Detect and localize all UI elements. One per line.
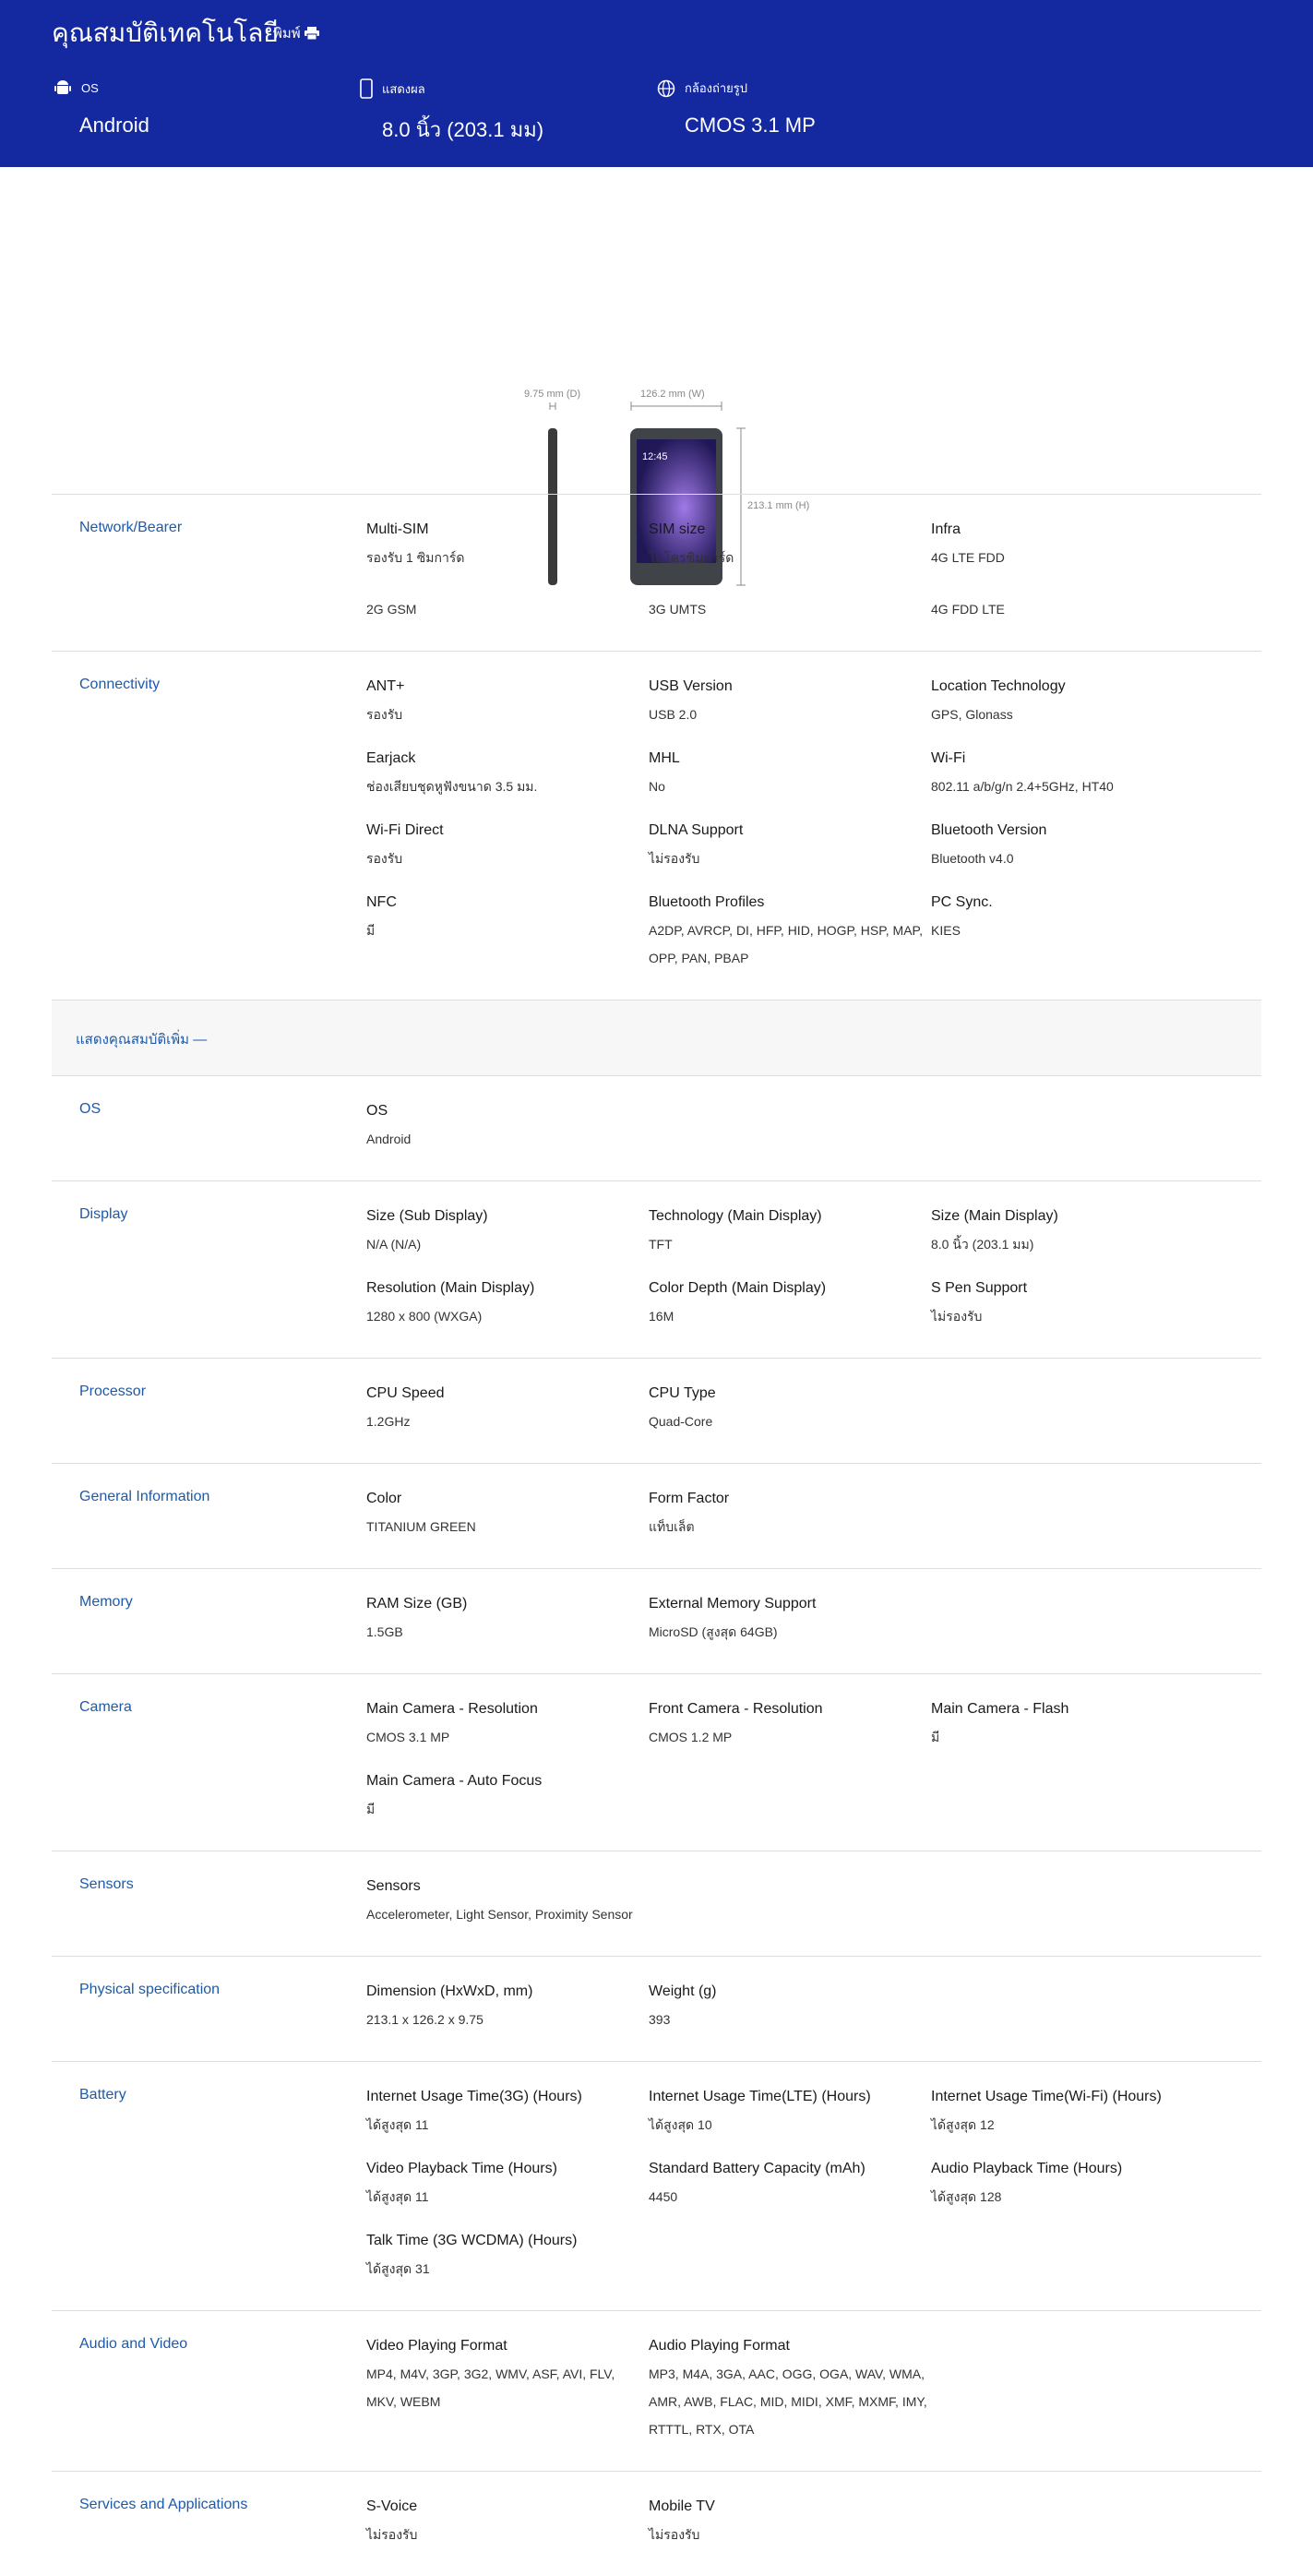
stat-camera-label: กล้องถ่ายรูป [685, 81, 748, 95]
width-label: 126.2 mm (W) [640, 389, 705, 400]
stat-display [360, 78, 425, 99]
spec-item-name: S-Voice [366, 2498, 418, 2514]
spec-section-title: Connectivity [79, 677, 161, 692]
spec-table [52, 494, 1261, 2576]
spec-item-name: Earjack [366, 750, 416, 766]
depth-label: 9.75 mm (D) [524, 389, 581, 400]
spec-item [366, 520, 649, 592]
spec-item-value: Android [366, 1132, 412, 1146]
spec-section [52, 1358, 1261, 1463]
spec-item [649, 893, 931, 992]
spec-item-name: Wi-Fi [931, 750, 966, 766]
globe-icon [657, 79, 675, 98]
spec-item-name: Technology (Main Display) [649, 1208, 822, 1224]
spec-section-title: Network/Bearer [79, 520, 183, 535]
spec-item-value: ได้สูงสุด 11 [366, 2189, 429, 2204]
spec-item-value: 1.2GHz [366, 1414, 411, 1429]
page-title: คุณสมบัติเทคโนโลยี [52, 18, 279, 47]
spec-section-title: Battery [79, 2087, 126, 2103]
height-label: 213.1 mm (H) [747, 500, 810, 511]
spec-item [366, 893, 649, 992]
spec-item-name: Video Playing Format [366, 2338, 507, 2354]
spec-item-value: มี [366, 1802, 376, 1816]
stat-os-value: Android [79, 114, 149, 137]
spec-item-name: Sensors [366, 1878, 421, 1894]
spec-item-name: NFC [366, 894, 397, 910]
spec-item-name: Weight (g) [649, 1983, 717, 1999]
spec-item-value: 802.11 a/b/g/n 2.4+5GHz, HT40 [931, 779, 1114, 794]
spec-item [931, 893, 1213, 992]
spec-section [52, 651, 1261, 1000]
spec-item-name: Multi-SIM [366, 521, 429, 537]
spec-item-value: 16M [649, 1309, 674, 1324]
spec-section-title: Sensors [79, 1876, 134, 1892]
spec-item-value: ได้สูงสุด 31 [366, 2261, 430, 2276]
spec-item-value: USB 2.0 [649, 707, 698, 722]
spec-item [366, 1876, 1213, 1948]
spec-item-value: 213.1 x 126.2 x 9.75 [366, 2012, 483, 2027]
printer-icon [304, 27, 319, 40]
spec-item-value: CMOS 3.1 MP [366, 1730, 450, 1744]
spec-item-value: TITANIUM GREEN [366, 1519, 476, 1534]
show-more-specs-button[interactable] [52, 1000, 1261, 1075]
spec-item-name: Resolution (Main Display) [366, 1280, 535, 1296]
spec-item-name: RAM Size (GB) [366, 1596, 468, 1611]
spec-section-title: Audio and Video [79, 2336, 188, 2352]
spec-item-value: MP3, M4A, 3GA, AAC, OGG, OGA, WAV, WMA, AMR, AWB, FLAC, MID, MIDI, XMF, MXMF, IMY, RTTTL, RTX, OTA [649, 2366, 927, 2437]
spec-item [649, 749, 931, 821]
spec-item-value: ได้สูงสุด 11 [366, 2117, 429, 2132]
spec-section-title: Display [79, 1206, 128, 1222]
spec-item [366, 2087, 649, 2159]
spec-item-name: PC Sync. [931, 894, 993, 910]
spec-item [931, 2087, 1213, 2159]
spec-item-value: Bluetooth v4.0 [931, 851, 1014, 866]
spec-item-value: MP4, M4V, 3GP, 3G2, WMV, ASF, AVI, FLV, MKV, WEBM [366, 2366, 615, 2409]
spec-section [52, 2310, 1261, 2471]
spec-item-name: Talk Time (3G WCDMA) (Hours) [366, 2233, 578, 2248]
spec-item-name: Infra [931, 521, 961, 537]
spec-item-name: Size (Sub Display) [366, 1208, 488, 1224]
spec-item [366, 2336, 649, 2463]
spec-section-title: Services and Applications [79, 2497, 248, 2512]
spec-item [649, 1278, 931, 1350]
spec-item [649, 1699, 931, 1771]
spec-section [52, 1568, 1261, 1673]
spec-section-title: OS [79, 1101, 101, 1117]
spec-item-value: 393 [649, 2012, 671, 2027]
spec-header [0, 0, 1313, 167]
spec-item-value: 8.0 นิ้ว (203.1 มม) [931, 1237, 1034, 1252]
spec-item-value: รองรับ [366, 851, 403, 866]
product-dimensions-figure [0, 167, 1313, 511]
spec-item-name: MHL [649, 750, 680, 766]
spec-section-title: General Information [79, 1489, 210, 1504]
spec-item-name: Dimension (HxWxD, mm) [366, 1983, 533, 1999]
spec-section [52, 1180, 1261, 1358]
show-more-label: แสดงคุณสมบัติเพิ่ม — [76, 1032, 208, 1048]
spec-item-name: Front Camera - Resolution [649, 1701, 823, 1717]
spec-item [649, 1594, 931, 1666]
spec-item-value: ไม่รองรับ [931, 1309, 983, 1324]
spec-item-value: ไม่รองรับ [649, 2527, 700, 2542]
spec-item-name: Mobile TV [649, 2498, 715, 2514]
spec-item [649, 1206, 931, 1278]
spec-item-name: Main Camera - Resolution [366, 1701, 538, 1717]
spec-item-value: แท็บเล็ต [649, 1519, 695, 1534]
display-icon [360, 78, 373, 99]
spec-item-value: Accelerometer, Light Sensor, Proximity Sensor [366, 1907, 633, 1922]
spec-item [649, 1489, 931, 1561]
spec-item-name: Standard Battery Capacity (mAh) [649, 2161, 865, 2176]
spec-item [366, 2231, 649, 2303]
spec-item-value: รองรับ [366, 707, 403, 722]
spec-section-title: Camera [79, 1699, 132, 1715]
spec-item [366, 1771, 649, 1843]
spec-item-value: No [649, 779, 665, 794]
spec-item [366, 1206, 649, 1278]
stat-os [54, 78, 99, 97]
spec-item-name: Audio Playback Time (Hours) [931, 2161, 1123, 2176]
spec-item [649, 2336, 931, 2463]
spec-item-name: Main Camera - Flash [931, 1701, 1069, 1717]
spec-item-name: OS [366, 1103, 388, 1119]
spec-item [366, 1982, 649, 2054]
spec-item [649, 2497, 931, 2569]
spec-item-value: 1.5GB [366, 1624, 403, 1639]
spec-item [366, 821, 649, 893]
spec-item-value: N/A (N/A) [366, 1237, 422, 1252]
spec-item [931, 520, 1213, 592]
android-icon [54, 78, 72, 97]
spec-item-value: 2G GSM [366, 602, 417, 617]
spec-item [649, 821, 931, 893]
spec-item-value: CMOS 1.2 MP [649, 1730, 733, 1744]
spec-item [649, 592, 931, 643]
stat-os-label: OS [81, 80, 99, 95]
spec-item [366, 592, 649, 643]
spec-item [366, 2497, 649, 2569]
spec-item [366, 1101, 649, 1173]
spec-item-name: Bluetooth Version [931, 822, 1047, 838]
spec-item [649, 2087, 931, 2159]
spec-item-value: KIES [931, 923, 961, 938]
spec-item-name: Bluetooth Profiles [649, 894, 765, 910]
spec-item-value: มี [931, 1730, 940, 1744]
spec-item [649, 1982, 931, 2054]
spec-item-value: มี [366, 923, 376, 938]
spec-item-value: GPS, Glonass [931, 707, 1013, 722]
spec-item [366, 677, 649, 749]
spec-item [931, 1699, 1213, 1771]
spec-item-name: Size (Main Display) [931, 1208, 1058, 1224]
stat-display-value: 8.0 นิ้ว (203.1 มม) [382, 118, 544, 141]
spec-section-title: Memory [79, 1594, 133, 1610]
spec-item-name: Internet Usage Time(LTE) (Hours) [649, 2089, 871, 2104]
spec-item [649, 520, 931, 592]
spec-item-name: SIM size [649, 521, 706, 537]
spec-item-value: A2DP, AVRCP, DI, HFP, HID, HOGP, HSP, MAP, OPP, PAN, PBAP [649, 923, 923, 965]
spec-item [366, 2159, 649, 2231]
spec-item [931, 1278, 1213, 1350]
spec-item-value: ได้สูงสุด 128 [931, 2189, 1002, 2204]
spec-item-name: CPU Speed [366, 1385, 445, 1401]
print-button[interactable] [273, 22, 319, 44]
stat-camera-value: CMOS 3.1 MP [685, 114, 816, 137]
spec-item [366, 1278, 649, 1350]
spec-item-name: External Memory Support [649, 1596, 817, 1611]
spec-section [52, 2471, 1261, 2576]
spec-item [649, 1384, 931, 1456]
spec-item-name: Color [366, 1491, 402, 1506]
spec-item-value: รองรับ 1 ซิมการ์ด [366, 550, 465, 565]
spec-item [366, 1594, 649, 1666]
spec-item [366, 1699, 649, 1771]
spec-item-value: ไม่รองรับ [366, 2527, 418, 2542]
spec-item-value: 4G FDD LTE [931, 602, 1005, 617]
spec-item-name: Main Camera - Auto Focus [366, 1773, 543, 1789]
spec-item [931, 821, 1213, 893]
spec-item [931, 749, 1213, 821]
spec-section [52, 1673, 1261, 1851]
spec-item [649, 677, 931, 749]
spec-item-name: DLNA Support [649, 822, 744, 838]
spec-item-name: Wi-Fi Direct [366, 822, 444, 838]
spec-section [52, 494, 1261, 651]
spec-item-value: ได้สูงสุด 12 [931, 2117, 995, 2132]
spec-item-value: ได้สูงสุด 10 [649, 2117, 712, 2132]
spec-item-name: USB Version [649, 678, 733, 694]
spec-item-value: 3G UMTS [649, 602, 707, 617]
spec-item-value: ไม่รองรับ [649, 851, 700, 866]
spec-section [52, 1956, 1261, 2061]
spec-item-value: TFT [649, 1237, 673, 1252]
spec-item-name: S Pen Support [931, 1280, 1028, 1296]
spec-section-title: Physical specification [79, 1982, 221, 1997]
stat-display-label: แสดงผล [382, 81, 425, 96]
spec-item-name: Internet Usage Time(3G) (Hours) [366, 2089, 582, 2104]
spec-item [366, 749, 649, 821]
spec-item-value: ไมโครซิมการ์ด [649, 550, 734, 565]
spec-item [931, 592, 1213, 643]
spec-section [52, 2061, 1261, 2310]
spec-item-name: Internet Usage Time(Wi-Fi) (Hours) [931, 2089, 1162, 2104]
spec-item-value: 4450 [649, 2189, 678, 2204]
spec-item [931, 677, 1213, 749]
spec-item-value: Quad-Core [649, 1414, 713, 1429]
spec-item-value: 1280 x 800 (WXGA) [366, 1309, 483, 1324]
spec-item-name: Location Technology [931, 678, 1066, 694]
spec-section [52, 1075, 1261, 1180]
spec-item [366, 1384, 649, 1456]
spec-item [366, 1489, 649, 1561]
spec-item-name: CPU Type [649, 1385, 716, 1401]
spec-item-value: 4G LTE FDD [931, 550, 1005, 565]
spec-item-value: ช่องเสียบชุดหูฟังขนาด 3.5 มม. [366, 779, 538, 794]
spec-item [931, 1206, 1213, 1278]
screen-clock: 12:45 [642, 451, 668, 462]
spec-item [649, 2159, 931, 2231]
spec-item-name: Color Depth (Main Display) [649, 1280, 827, 1296]
spec-item-name: Video Playback Time (Hours) [366, 2161, 557, 2176]
stat-camera [657, 78, 747, 98]
spec-section [52, 1851, 1261, 1956]
print-label: พิมพ์ [273, 26, 301, 42]
spec-item [931, 2159, 1213, 2231]
spec-item-name: Form Factor [649, 1491, 730, 1506]
spec-item-name: Audio Playing Format [649, 2338, 790, 2354]
spec-section-title: Processor [79, 1384, 147, 1399]
spec-item-name: ANT+ [366, 678, 405, 694]
spec-section [52, 1463, 1261, 1568]
spec-item-value: MicroSD (สูงสุด 64GB) [649, 1624, 778, 1639]
